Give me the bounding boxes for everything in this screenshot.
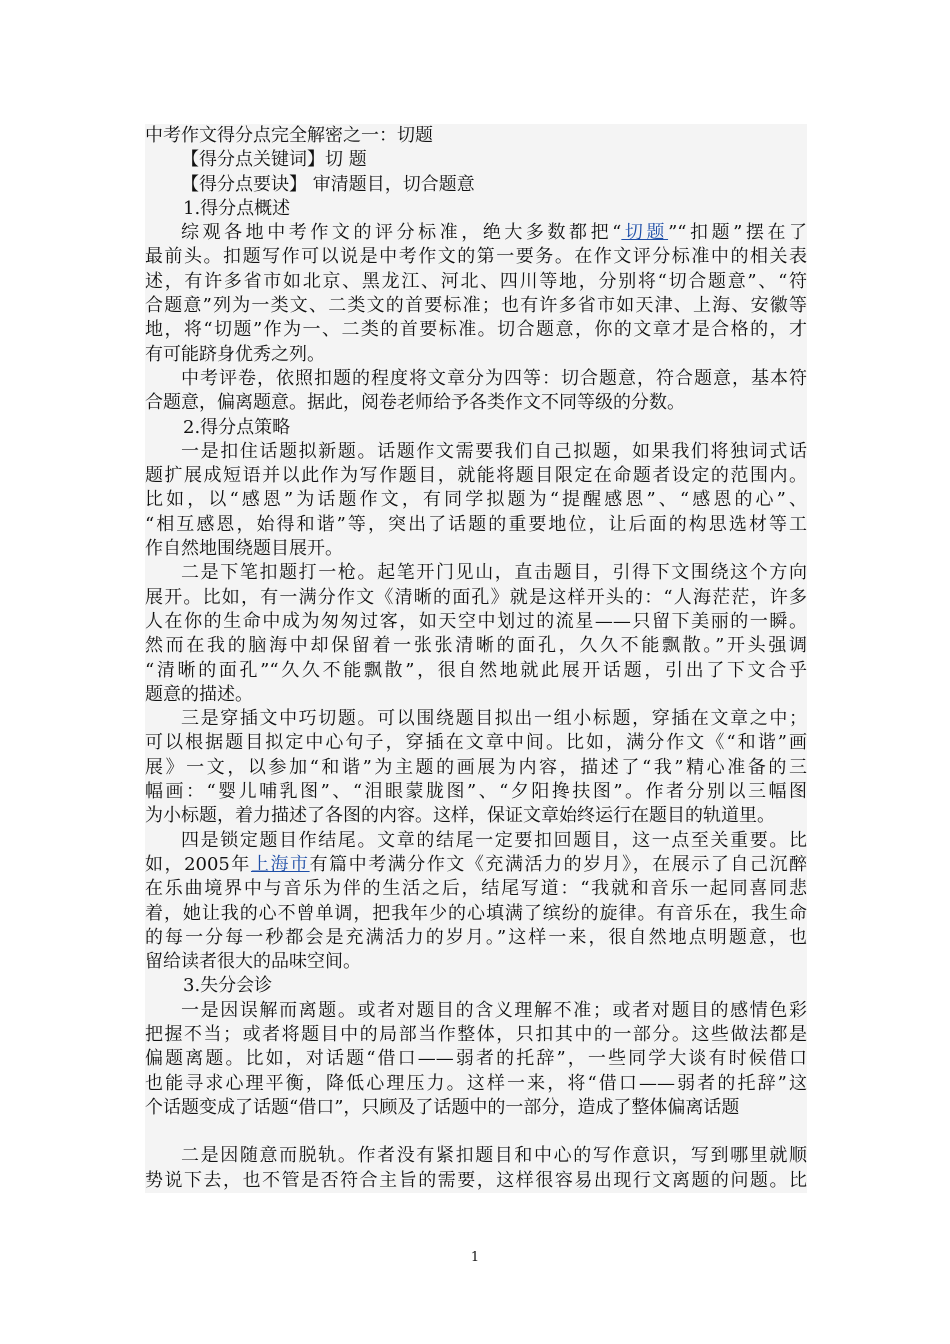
paragraph-line: 然而在我的脑海中却保留着一张张清晰的面孔，久久不能飘散。”开头强调	[145, 635, 807, 657]
paragraph-line: 综观各地中考作文的评分标准，绝大多数都把“切题”“扣题”摆在了	[181, 222, 807, 244]
paragraph-diagnosis-1	[145, 999, 807, 1120]
paragraph-line: 三是穿插文中巧切题。可以围绕题目拟出一组小标题，穿插在文章之中；	[181, 708, 807, 730]
paragraph-line: 题扩展成短语并以此作为写作题目，就能将题目限定在命题者设定的范围内。	[145, 465, 807, 487]
paragraph-line: 个话题变成了话题“借口”，只顾及了话题中的一部分，造成了整体偏离话题	[145, 1096, 740, 1118]
paragraph-line: 比如，以“感恩”为话题作文，有同学拟题为“提醒感恩”、“感恩的心”、	[145, 489, 807, 511]
paragraph-line: 也能寻求心理平衡，降低心理压力。这样一来，将“借口——弱者的托辞”这	[145, 1072, 807, 1094]
paragraph-strategy-3	[145, 707, 807, 828]
paragraph-line: 着，她让我的心不曾单调，把我年少的心填满了缤纷的旋律。有音乐在，我生命	[145, 902, 807, 924]
paragraph-line: 的每一分每一秒都会是充满活力的岁月。”这样一来，很自然地点明题意，也	[145, 926, 807, 948]
paragraph-diagnosis-2	[145, 1144, 807, 1193]
paragraph-line: 述，有许多省市如北京、黑龙江、河北、四川等地，分别将“切合题意”、“符	[145, 270, 807, 292]
paragraph-line: 势说下去，也不管是否符合主旨的需要，这样很容易出现行文离题的问题。比	[145, 1169, 807, 1191]
link-qieti[interactable]: 切题	[621, 222, 669, 244]
paragraph-line: 有可能跻身优秀之列。	[145, 343, 325, 365]
paragraph-line: 可以根据题目拟定中心句子，穿插在文章中间。比如，满分作文《“和谐”画	[145, 732, 807, 754]
paragraph-line: 二是因随意而脱轨。作者没有紧扣题目和中心的写作意识，写到哪里就顺	[181, 1145, 807, 1167]
tip-line: 【得分点要诀】 审清题目，切合题意	[181, 173, 475, 195]
paragraph-line: 幅画：“婴儿哺乳图”、“泪眼蒙胧图”、“夕阳搀扶图”。作者分别以三幅图	[145, 781, 807, 803]
section-heading-overview: 1.得分点概述	[183, 197, 291, 219]
paragraph-strategy-2	[145, 561, 807, 707]
paragraph-line: 合题意，偏离题意。据此，阅卷老师给予各类作文不同等级的分数。	[145, 392, 685, 414]
paragraph-line: 四是锁定题目作结尾。文章的结尾一定要扣回题目，这一点至关重要。比	[181, 829, 807, 851]
paragraph-line: 一是因误解而离题。或者对题目的含义理解不准；或者对题目的感情色彩	[181, 999, 807, 1021]
paragraph-line: 把握不当；或者将题目中的局部当作整体，只扣其中的一部分。这些做法都是	[145, 1023, 807, 1045]
paragraph-line: 留给读者很大的品味空间。	[145, 951, 361, 973]
paragraph-line: 题意的描述。	[145, 683, 253, 705]
paragraph-grading	[145, 367, 807, 416]
paragraph-line: 作自然地围绕题目展开。	[145, 538, 343, 560]
paragraph-line: 一是扣住话题拟新题。话题作文需要我们自己拟题，如果我们将独词式话	[181, 440, 807, 462]
link-shanghai[interactable]: 上海市	[250, 853, 310, 875]
page-number: 1	[470, 1250, 480, 1265]
paragraph-line: 最前头。扣题写作可以说是中考作文的第一要务。在作文评分标准中的相关表	[145, 246, 807, 268]
paragraph-line: 如，2005年上海市有篇中考满分作文《充满活力的岁月》，在展示了自己沉醉	[145, 853, 807, 875]
section-heading-diagnosis: 3.失分会诊	[183, 975, 273, 997]
paragraph-line: “相互感恩，始得和谐”等，突出了话题的重要地位，让后面的构思选材等工	[145, 513, 807, 535]
paragraph-line: 人在你的生命中成为匆匆过客，如天空中划过的流星——只留下美丽的一瞬。	[145, 610, 807, 632]
paragraph-line: 展》一文，以参加“和谐”为主题的画展为内容，描述了“我”精心准备的三	[145, 756, 807, 778]
keyword-line: 【得分点关键词】切 题	[181, 149, 367, 171]
paragraph-line: 为小标题，着力描述了各图的内容。这样，保证文章始终运行在题目的轨道里。	[145, 805, 775, 827]
document-title: 中考作文得分点完全解密之一：切题	[145, 125, 433, 146]
paragraph-line: 中考评卷，依照扣题的程度将文章分为四等：切合题意，符合题意，基本符	[181, 367, 807, 389]
paragraph-line: 在乐曲境界中与音乐为伴的生活之后，结尾写道：“我就和音乐一起同喜同悲	[145, 878, 807, 900]
paragraph-overview	[145, 221, 807, 367]
paragraph-line: 二是下笔扣题打一枪。起笔开门见山，直击题目，引得下文围绕这个方向	[181, 562, 807, 584]
paragraph-strategy-4	[145, 829, 807, 975]
paragraph-line: “清晰的面孔”“久久不能飘散”，很自然地就此展开话题，引出了下文合乎	[145, 659, 807, 681]
paragraph-strategy-1	[145, 440, 807, 561]
paragraph-line: 偏题离题。比如，对话题“借口——弱者的托辞”，一些同学大谈有时候借口	[145, 1048, 807, 1070]
section-heading-strategy: 2.得分点策略	[183, 416, 291, 438]
paragraph-line: 展开。比如，有一满分作文《清晰的面孔》就是这样开头的：“人海茫茫，许多	[145, 586, 807, 608]
paragraph-line: 合题意”列为一类文、二类文的首要标准；也有许多省市如天津、上海、安徽等	[145, 295, 807, 317]
document-body	[145, 124, 807, 1193]
paragraph-line: 地，将“切题”作为一、二类的首要标准。切合题意，你的文章才是合格的，才	[145, 319, 807, 341]
blank-line	[145, 1120, 807, 1144]
